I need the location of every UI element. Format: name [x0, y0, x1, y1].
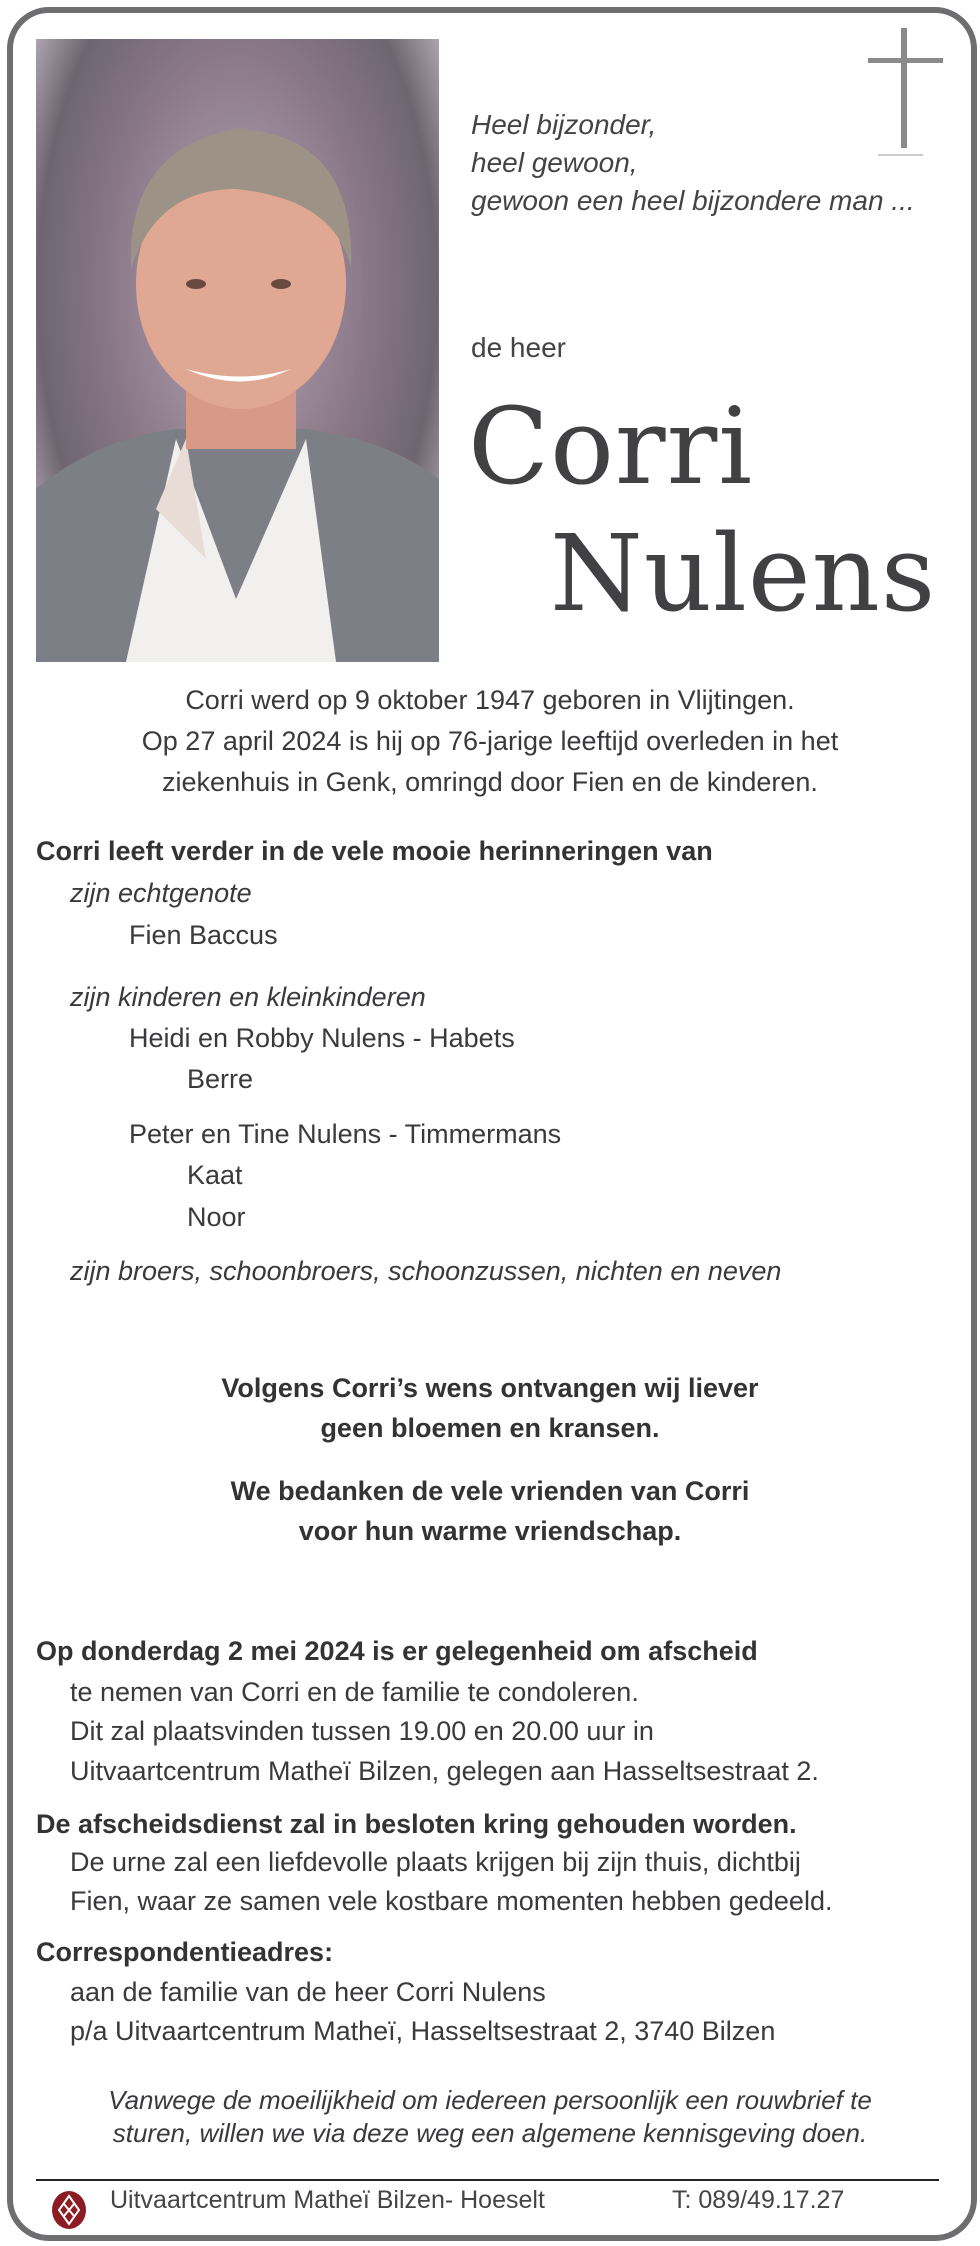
- wish-line: geen bloemen en kransen.: [320, 1413, 660, 1443]
- thanks-line: We bedanken de vele vrienden van Corri: [230, 1476, 750, 1506]
- quote-line: heel gewoon,: [471, 147, 638, 178]
- first-name: Corri: [468, 385, 754, 508]
- child-name: Peter en Tine Nulens - Timmermans: [129, 1119, 562, 1149]
- address-line: aan de familie van de heer Corri Nulens: [70, 1977, 546, 2007]
- family-heading: Corri leeft verder in de vele mooie herinneringen van: [36, 836, 713, 866]
- address-line: p/a Uitvaartcentrum Matheï, Hasseltsestraat 2, 3740 Bilzen: [70, 2016, 776, 2046]
- farewell-heading: Op donderdag 2 mei 2024 is er gelegenheid om afscheid: [36, 1636, 758, 1666]
- farewell-line: te nemen van Corri en de familie te condoleren.: [70, 1677, 639, 1707]
- quote-line: Heel bijzonder,: [471, 109, 657, 140]
- notice-line: Vanwege de moeilijkheid om iedereen persoonlijk een rouwbrief te: [108, 2085, 872, 2115]
- intro-line: Corri werd op 9 oktober 1947 geboren in Vlijtingen.: [185, 685, 795, 715]
- title-label: de heer: [471, 332, 566, 363]
- service-heading: De afscheidsdienst zal in besloten kring gehouden worden.: [36, 1809, 797, 1839]
- rose-logo-icon: [51, 2190, 87, 2230]
- address-heading: Correspondentieadres:: [36, 1937, 334, 1967]
- intro-line: Op 27 april 2024 is hij op 76-jarige leeftijd overleden in het: [141, 726, 839, 756]
- footer-phone: T: 089/49.17.27: [672, 2186, 845, 2214]
- cross-icon: [868, 28, 943, 168]
- service-line: Fien, waar ze samen vele kostbare momenten hebben gedeeld.: [70, 1886, 833, 1916]
- grandchild-name: Noor: [187, 1202, 246, 1232]
- intro-paragraph: [0, 680, 980, 803]
- child-name: Heidi en Robby Nulens - Habets: [129, 1023, 515, 1053]
- farewell-line: Dit zal plaatsvinden tussen 19.00 en 20.00 uur in: [70, 1716, 654, 1746]
- last-name: Nulens: [550, 512, 937, 635]
- footer-company: Uitvaartcentrum Matheï Bilzen- Hoeselt: [110, 2186, 545, 2214]
- grandchild-name: Berre: [187, 1064, 254, 1094]
- intro-line: ziekenhuis in Genk, omringd door Fien en de kinderen.: [162, 767, 818, 797]
- quote: [471, 106, 915, 220]
- other-relatives: zijn broers, schoonbroers, schoonzussen, nichten en neven: [70, 1256, 782, 1286]
- spouse-name: Fien Baccus: [129, 920, 278, 950]
- children-label: zijn kinderen en kleinkinderen: [70, 982, 426, 1012]
- portrait-photo: [36, 39, 439, 662]
- thanks-line: voor hun warme vriendschap.: [298, 1516, 682, 1546]
- grandchild-name: Kaat: [187, 1160, 243, 1190]
- notice-line: sturen, willen we via deze weg een algemene kennisgeving doen.: [112, 2118, 868, 2148]
- service-line: De urne zal een liefdevolle plaats krijgen bij zijn thuis, dichtbij: [70, 1847, 801, 1877]
- wish-line: Volgens Corri’s wens ontvangen wij liever: [221, 1373, 759, 1403]
- spouse-label: zijn echtgenote: [70, 878, 252, 908]
- quote-line: gewoon een heel bijzondere man ...: [471, 185, 915, 216]
- footer-divider: [36, 2179, 939, 2181]
- farewell-line: Uitvaartcentrum Matheï Bilzen, gelegen aan Hasseltsestraat 2.: [70, 1756, 819, 1786]
